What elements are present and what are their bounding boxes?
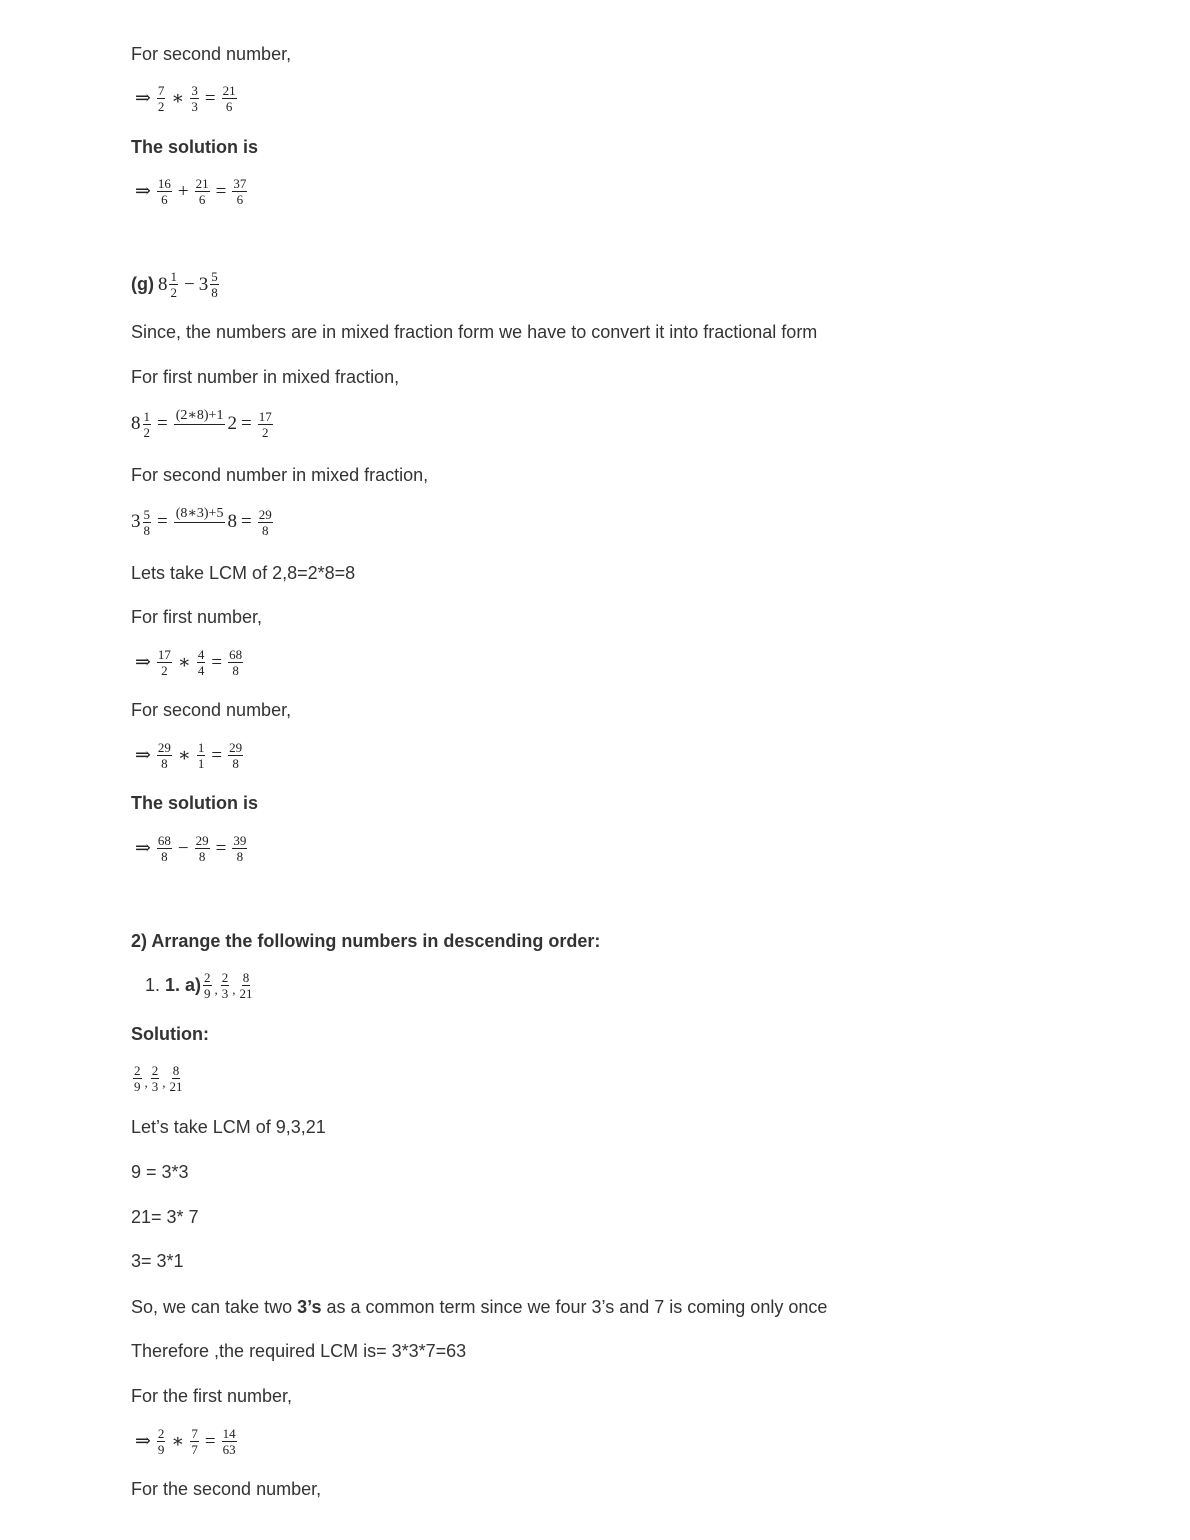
fraction-expression: (2∗8)+1 [175, 408, 224, 423]
text-factor-3: 3= 3*1 [131, 1251, 184, 1271]
operator: ∗ [171, 88, 185, 109]
implies-symbol: ⇒ [135, 652, 151, 673]
text-for-second-number-1: For second number, [131, 44, 292, 64]
fraction: $\frac{29}{8}$ [229, 740, 243, 771]
fraction: $\frac{37}{6}$ [233, 176, 247, 207]
implies-symbol: ⇒ [135, 745, 151, 766]
text-factor-9: 9 = 3*3 [131, 1162, 189, 1182]
text-for-the-first-number: For the first number, [131, 1386, 293, 1406]
equals-sign: = [157, 413, 168, 434]
fraction: $\frac{5}{8}$ [211, 269, 218, 300]
equation-second-number-2 [131, 741, 245, 770]
fraction: $\frac{2}{9}$ [134, 1063, 141, 1094]
fraction: $\frac{68}{8}$ [229, 647, 243, 678]
fraction: $\frac{29}{8}$ [258, 506, 272, 538]
fraction: $\frac{21}{6}$ [222, 83, 236, 114]
equals-sign: = [215, 837, 227, 859]
problem-g [131, 270, 221, 299]
heading-question-2: 2) Arrange the following numbers in descending order: [131, 931, 601, 951]
fraction: $\frac{2}{3}$ [221, 970, 229, 1001]
comma: , [214, 981, 218, 997]
fraction: $\frac{7}{7}$ [191, 1426, 198, 1457]
implies-symbol: ⇒ [135, 1431, 151, 1452]
whole-number: 8 [131, 413, 141, 434]
equals-sign: = [157, 511, 168, 532]
fraction: $\frac{29}{8}$ [195, 833, 209, 864]
fraction: $\frac{2}{3}$ [151, 1063, 159, 1094]
fraction: $\frac{68}{8}$ [157, 833, 171, 864]
text-for-the-second-number: For the second number, [131, 1479, 322, 1499]
equals-sign: = [211, 744, 223, 766]
fraction: $\frac{17}{2}$ [157, 647, 171, 678]
text-required-lcm: Therefore ,the required LCM is= 3*3*7=63 [131, 1341, 467, 1361]
text-first-mixed: For first number in mixed fraction, [131, 367, 400, 387]
heading-solution-3: Solution: [131, 1024, 209, 1044]
problem-label: (g) [131, 274, 154, 294]
equation-solution-2 [131, 834, 249, 863]
equals-sign: = [204, 1430, 216, 1452]
operator: ∗ [171, 1431, 185, 1452]
list-marker: 1. 1. a) [145, 975, 202, 995]
fraction: $\frac{2}{9}$ [157, 1426, 165, 1457]
fraction: $\frac{8}{21}$ [169, 1063, 183, 1094]
fraction: $\frac{2}{9}$ [204, 970, 211, 1001]
text-lcm-9-3-21: Let’s take LCM of 9,3,21 [131, 1117, 326, 1137]
heading-solution-1: The solution is [131, 137, 259, 157]
operator: ∗ [177, 652, 191, 673]
comma: , [232, 981, 236, 997]
text-mixed-fraction-intro: Since, the numbers are in mixed fraction form we have to convert it into fractional form [131, 322, 818, 342]
whole-number: 3 [131, 511, 141, 532]
fraction: $\frac{21}{6}$ [195, 176, 209, 207]
fraction: $\frac{7}{2}$ [157, 83, 165, 114]
equation-first-mixed [131, 409, 275, 439]
equation-second-number-1 [131, 84, 239, 113]
whole-number: 8 [157, 273, 168, 295]
fraction: $\frac{3}{3}$ [191, 83, 198, 114]
implies-symbol: ⇒ [135, 838, 151, 859]
operator: ∗ [177, 745, 191, 766]
solution-fractions [131, 1064, 186, 1093]
equals-sign: = [240, 413, 252, 434]
fraction: $\frac{5}{8}$ [143, 506, 150, 538]
operator: + [177, 180, 189, 202]
equation-solution-1 [131, 177, 249, 206]
fraction: $\frac{4}{4}$ [197, 647, 205, 678]
equals-sign: = [211, 651, 223, 673]
comma: , [162, 1074, 166, 1090]
text-for-second-number-2: For second number, [131, 700, 292, 720]
implies-symbol: ⇒ [135, 181, 151, 202]
equals-sign: = [204, 87, 216, 109]
equation-second-mixed [131, 507, 275, 537]
fraction: $\frac{17}{2}$ [258, 408, 272, 440]
fraction: $\frac{1}{1}$ [197, 740, 205, 771]
fraction: $\frac{16}{6}$ [157, 176, 171, 207]
equation-first-number [131, 648, 245, 677]
fraction: $\frac{8}{21}$ [239, 970, 253, 1001]
text-for-first-number: For first number, [131, 607, 263, 627]
text-common-term: So, we can take two 3’s as a common term since we four 3’s and 7 is coming only once [131, 1297, 828, 1317]
fraction: $\frac{14}{63}$ [222, 1426, 236, 1457]
equals-sign: = [215, 180, 227, 202]
equation-first-number-2 [131, 1427, 239, 1456]
fraction: $\frac{1}{2}$ [143, 408, 150, 440]
fraction: $\frac{1}{2}$ [170, 269, 177, 300]
text-second-mixed: For second number in mixed fraction, [131, 465, 429, 485]
text-factor-21: 21= 3* 7 [131, 1207, 199, 1227]
fraction-expression: (8∗3)+5 [175, 506, 224, 521]
fraction: $\frac{39}{8}$ [233, 833, 247, 864]
denominator-inline: 8 [227, 511, 237, 532]
operator: − [183, 273, 195, 295]
implies-symbol: ⇒ [135, 88, 151, 109]
question-2a [145, 971, 256, 1000]
whole-number: 3 [198, 273, 209, 295]
fraction: $\frac{29}{8}$ [157, 740, 171, 771]
operator: − [177, 837, 189, 859]
denominator-inline: 2 [227, 413, 237, 434]
equals-sign: = [240, 511, 252, 532]
text-lcm-2-8: Lets take LCM of 2,8=2*8=8 [131, 563, 356, 583]
heading-solution-2: The solution is [131, 793, 259, 813]
comma: , [144, 1074, 148, 1090]
